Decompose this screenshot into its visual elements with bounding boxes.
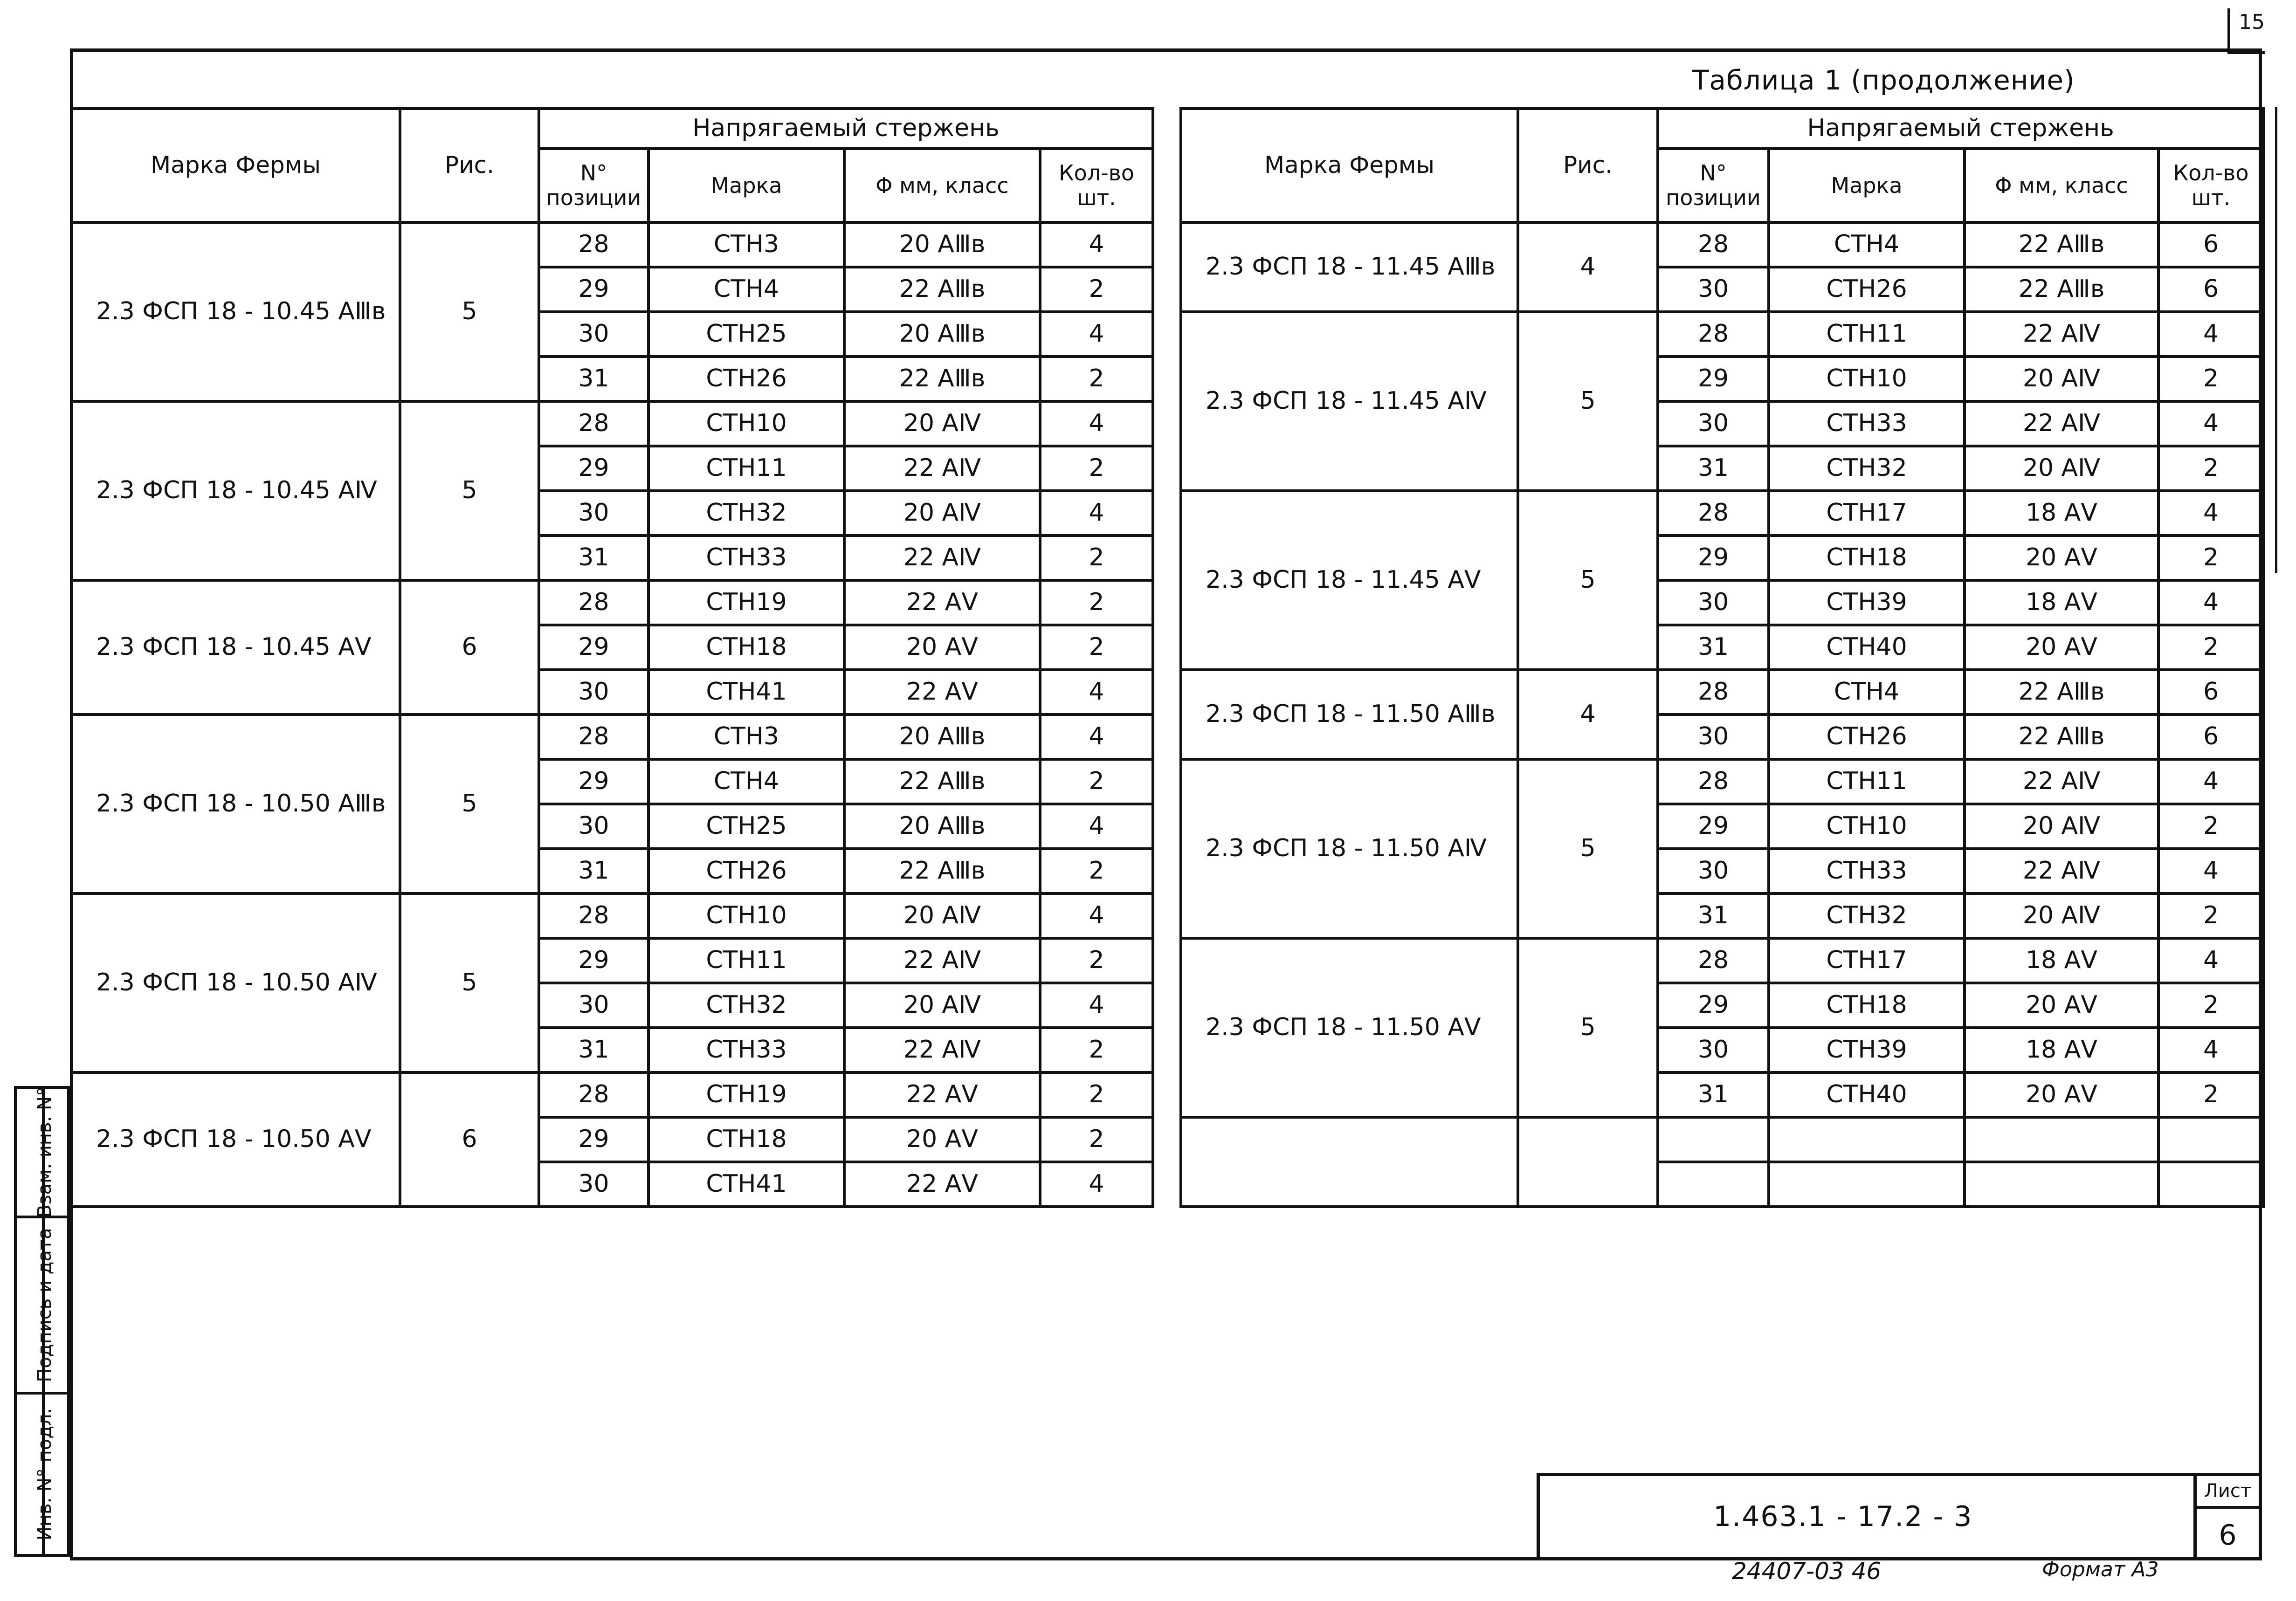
figure-number: 5 bbox=[1518, 312, 1658, 491]
position-number: 29 bbox=[539, 759, 648, 804]
header-ris: Рис. bbox=[1518, 109, 1658, 222]
rod-quantity: 2 bbox=[2158, 625, 2263, 670]
rod-mark: СТН33 bbox=[648, 1028, 844, 1072]
position-number: 30 bbox=[539, 1162, 648, 1207]
rod-mark: СТН33 bbox=[648, 536, 844, 580]
rod-diameter-class: 20 АⅤ bbox=[1965, 536, 2158, 580]
rod-diameter-class: 22 АⅢв bbox=[1965, 670, 2158, 715]
footer-right: Формат А3 bbox=[2042, 1558, 2159, 1581]
truss-brand: 2.3 ФСП 18 - 11.45 АⅤ bbox=[1181, 491, 1518, 670]
table-title: Таблица 1 (продолжение) bbox=[1692, 64, 2075, 96]
spec-table-right bbox=[1179, 107, 2265, 1208]
rod-mark: СТН26 bbox=[1769, 267, 1965, 312]
rod-quantity: 2 bbox=[1040, 849, 1153, 893]
right-table bbox=[1179, 107, 2262, 1208]
rod-quantity: 2 bbox=[2158, 357, 2263, 401]
rod-diameter-class: 22 АⅢв bbox=[1965, 715, 2158, 759]
empty-cell bbox=[1965, 1162, 2158, 1207]
position-number: 29 bbox=[539, 625, 648, 670]
position-number: 31 bbox=[539, 357, 648, 401]
rod-quantity: 2 bbox=[1040, 267, 1153, 312]
position-number: 30 bbox=[1658, 1028, 1769, 1072]
rod-quantity: 6 bbox=[2158, 222, 2263, 267]
header-kol-vo: Кол-во шт. bbox=[2158, 149, 2263, 222]
title-stamp bbox=[1537, 1473, 2262, 1560]
empty-cell bbox=[1769, 1162, 1965, 1207]
table-row bbox=[71, 893, 1153, 938]
rod-mark: СТН41 bbox=[648, 670, 844, 715]
empty-cell bbox=[1518, 1117, 1658, 1207]
header-napr-sterzhen: Напрягаемый стержень bbox=[1658, 109, 2263, 149]
rod-diameter-class: 22 АⅣ bbox=[1965, 312, 2158, 357]
position-number: 29 bbox=[539, 938, 648, 983]
rod-mark: СТН18 bbox=[1769, 983, 1965, 1028]
truss-brand: 2.3 ФСП 18 - 11.50 АⅢв bbox=[1181, 670, 1518, 759]
table-row bbox=[71, 1072, 1153, 1117]
rod-quantity: 2 bbox=[2158, 1072, 2263, 1117]
rod-quantity: 6 bbox=[2158, 670, 2263, 715]
empty-cell bbox=[1965, 1117, 2158, 1162]
rod-diameter-class: 20 АⅤ bbox=[844, 1117, 1040, 1162]
rod-diameter-class: 20 АⅣ bbox=[844, 491, 1040, 536]
rod-mark: СТН19 bbox=[648, 1072, 844, 1117]
position-number: 29 bbox=[539, 267, 648, 312]
rod-diameter-class: 22 АⅢв bbox=[844, 267, 1040, 312]
rod-quantity: 2 bbox=[1040, 625, 1153, 670]
truss-brand: 2.3 ФСП 18 - 10.45 АⅣ bbox=[71, 401, 400, 580]
rod-mark: СТН4 bbox=[1769, 670, 1965, 715]
rod-mark: СТН39 bbox=[1769, 1028, 1965, 1072]
rod-quantity: 2 bbox=[1040, 1028, 1153, 1072]
document-code: 1.463.1 - 17.2 - 3 bbox=[1713, 1500, 1973, 1533]
position-number: 31 bbox=[539, 849, 648, 893]
header-marka-fermy: Марка Фермы bbox=[71, 109, 400, 222]
side-cell-podpis bbox=[14, 1216, 70, 1395]
rod-diameter-class: 22 АⅢв bbox=[844, 357, 1040, 401]
rod-quantity: 2 bbox=[2158, 804, 2263, 849]
table-row bbox=[1181, 491, 2263, 536]
rod-quantity: 4 bbox=[1040, 670, 1153, 715]
table-row bbox=[71, 401, 1153, 446]
rod-diameter-class: 22 АⅣ bbox=[1965, 759, 2158, 804]
rod-mark: СТН40 bbox=[1769, 1072, 1965, 1117]
rod-quantity: 4 bbox=[1040, 222, 1153, 267]
corner-mark bbox=[2227, 8, 2265, 54]
position-number: 31 bbox=[1658, 446, 1769, 491]
figure-number: 5 bbox=[400, 715, 539, 893]
footer-left: 24407-03 46 bbox=[1732, 1558, 1882, 1585]
table-row bbox=[1181, 222, 2263, 267]
rod-mark: СТН18 bbox=[648, 1117, 844, 1162]
table-row bbox=[1181, 759, 2263, 804]
rod-quantity: 2 bbox=[2158, 536, 2263, 580]
position-number: 29 bbox=[1658, 536, 1769, 580]
rod-quantity: 4 bbox=[2158, 401, 2263, 446]
position-number: 29 bbox=[1658, 983, 1769, 1028]
rod-mark: СТН3 bbox=[648, 715, 844, 759]
position-number: 31 bbox=[1658, 625, 1769, 670]
rod-mark: СТН10 bbox=[648, 893, 844, 938]
rod-diameter-class: 18 АⅤ bbox=[1965, 1028, 2158, 1072]
rod-diameter-class: 18 АⅤ bbox=[1965, 491, 2158, 536]
rod-quantity: 2 bbox=[2158, 893, 2263, 938]
position-number: 30 bbox=[539, 491, 648, 536]
rod-mark: СТН39 bbox=[1769, 580, 1965, 625]
position-number: 31 bbox=[1658, 1072, 1769, 1117]
rod-diameter-class: 20 АⅢв bbox=[844, 804, 1040, 849]
rod-quantity: 6 bbox=[2158, 267, 2263, 312]
figure-number: 6 bbox=[400, 1072, 539, 1207]
position-number: 28 bbox=[1658, 938, 1769, 983]
rod-quantity: 4 bbox=[1040, 491, 1153, 536]
rod-diameter-class: 22 АⅣ bbox=[844, 1028, 1040, 1072]
position-number: 30 bbox=[1658, 401, 1769, 446]
position-number: 30 bbox=[539, 670, 648, 715]
rod-mark: СТН33 bbox=[1769, 849, 1965, 893]
rod-mark: СТН32 bbox=[1769, 446, 1965, 491]
rod-diameter-class: 18 АⅤ bbox=[1965, 580, 2158, 625]
rod-mark: СТН4 bbox=[648, 267, 844, 312]
rod-quantity: 2 bbox=[1040, 1117, 1153, 1162]
rod-quantity: 2 bbox=[1040, 536, 1153, 580]
position-number: 28 bbox=[1658, 222, 1769, 267]
rod-diameter-class: 20 АⅢв bbox=[844, 222, 1040, 267]
rod-quantity: 2 bbox=[1040, 938, 1153, 983]
empty-cell bbox=[1181, 1117, 1518, 1207]
side-label-podpis: Подпись и дата bbox=[34, 1228, 55, 1382]
rod-quantity: 4 bbox=[1040, 312, 1153, 357]
header-phi-mm: Φ мм, класс bbox=[844, 149, 1040, 222]
figure-number: 5 bbox=[400, 401, 539, 580]
rod-diameter-class: 20 АⅣ bbox=[1965, 446, 2158, 491]
header-marka: Марка bbox=[1769, 149, 1965, 222]
sheet-box bbox=[2193, 1476, 2259, 1557]
truss-brand: 2.3 ФСП 18 - 11.45 АⅣ bbox=[1181, 312, 1518, 491]
empty-cell bbox=[1769, 1117, 1965, 1162]
rod-diameter-class: 20 АⅣ bbox=[1965, 804, 2158, 849]
rod-diameter-class: 20 АⅤ bbox=[844, 625, 1040, 670]
left-table bbox=[70, 107, 1151, 1208]
rod-diameter-class: 20 АⅤ bbox=[1965, 1072, 2158, 1117]
rod-diameter-class: 20 АⅤ bbox=[1965, 983, 2158, 1028]
position-number: 31 bbox=[539, 536, 648, 580]
rod-mark: СТН11 bbox=[648, 446, 844, 491]
rod-diameter-class: 22 АⅣ bbox=[844, 536, 1040, 580]
rod-mark: СТН18 bbox=[1769, 536, 1965, 580]
rod-quantity: 4 bbox=[1040, 804, 1153, 849]
rod-diameter-class: 22 АⅢв bbox=[1965, 222, 2158, 267]
rod-mark: СТН4 bbox=[648, 759, 844, 804]
rod-mark: СТН26 bbox=[648, 357, 844, 401]
rod-mark: СТН10 bbox=[1769, 357, 1965, 401]
figure-number: 5 bbox=[1518, 759, 1658, 938]
truss-brand: 2.3 ФСП 18 - 11.50 АⅤ bbox=[1181, 938, 1518, 1117]
rod-mark: СТН32 bbox=[1769, 893, 1965, 938]
rod-mark: СТН3 bbox=[648, 222, 844, 267]
rod-diameter-class: 22 АⅣ bbox=[844, 938, 1040, 983]
rod-mark: СТН11 bbox=[1769, 312, 1965, 357]
rod-quantity: 2 bbox=[2158, 446, 2263, 491]
side-label-vzam: Взам. инв. N° bbox=[34, 1087, 55, 1217]
spec-table-left bbox=[70, 107, 1154, 1208]
position-number: 28 bbox=[1658, 670, 1769, 715]
position-number: 28 bbox=[1658, 312, 1769, 357]
position-number: 28 bbox=[539, 893, 648, 938]
position-number: 29 bbox=[1658, 357, 1769, 401]
rod-mark: СТН17 bbox=[1769, 938, 1965, 983]
rod-diameter-class: 22 АⅤ bbox=[844, 580, 1040, 625]
rod-quantity: 4 bbox=[1040, 1162, 1153, 1207]
rod-quantity: 4 bbox=[2158, 849, 2263, 893]
sheet-number: 6 bbox=[2219, 1519, 2237, 1552]
side-cell-inv bbox=[14, 1392, 70, 1557]
figure-number: 4 bbox=[1518, 670, 1658, 759]
position-number: 28 bbox=[1658, 759, 1769, 804]
position-number: 28 bbox=[539, 222, 648, 267]
empty-cell bbox=[1658, 1117, 1769, 1162]
position-number: 29 bbox=[1658, 804, 1769, 849]
rod-quantity: 4 bbox=[2158, 491, 2263, 536]
position-number: 31 bbox=[1658, 893, 1769, 938]
side-label-inv: Инв. N° подл. bbox=[34, 1408, 55, 1541]
rod-diameter-class: 22 АⅤ bbox=[844, 670, 1040, 715]
truss-brand: 2.3 ФСП 18 - 10.50 АⅢв bbox=[71, 715, 400, 893]
rod-mark: СТН25 bbox=[648, 804, 844, 849]
rod-quantity: 4 bbox=[1040, 983, 1153, 1028]
figure-number: 6 bbox=[400, 580, 539, 715]
side-cell-vzam bbox=[14, 1086, 70, 1218]
header-marka: Марка bbox=[648, 149, 844, 222]
header-marka-fermy: Марка Фермы bbox=[1181, 109, 1518, 222]
figure-number: 4 bbox=[1518, 222, 1658, 312]
position-number: 30 bbox=[1658, 715, 1769, 759]
rod-diameter-class: 22 АⅣ bbox=[844, 446, 1040, 491]
position-number: 29 bbox=[539, 1117, 648, 1162]
rod-mark: СТН25 bbox=[648, 312, 844, 357]
header-phi-mm: Φ мм, класс bbox=[1965, 149, 2158, 222]
rod-quantity: 2 bbox=[1040, 759, 1153, 804]
edge-line bbox=[2275, 107, 2277, 573]
empty-cell bbox=[2158, 1162, 2263, 1207]
corner-mark-text: 15 bbox=[2239, 10, 2265, 34]
rod-quantity: 4 bbox=[1040, 893, 1153, 938]
truss-brand: 2.3 ФСП 18 - 10.45 АⅢв bbox=[71, 222, 400, 401]
rod-diameter-class: 20 АⅣ bbox=[1965, 893, 2158, 938]
header-napr-sterzhen: Напрягаемый стержень bbox=[539, 109, 1153, 149]
rod-quantity: 2 bbox=[1040, 1072, 1153, 1117]
rod-quantity: 4 bbox=[2158, 580, 2263, 625]
position-number: 30 bbox=[1658, 849, 1769, 893]
rod-quantity: 4 bbox=[2158, 938, 2263, 983]
rod-diameter-class: 22 АⅣ bbox=[1965, 401, 2158, 446]
sheet-label: Лист bbox=[2197, 1476, 2259, 1509]
truss-brand: 2.3 ФСП 18 - 10.45 АⅤ bbox=[71, 580, 400, 715]
rod-diameter-class: 22 АⅢв bbox=[844, 759, 1040, 804]
rod-diameter-class: 20 АⅢв bbox=[844, 715, 1040, 759]
position-number: 30 bbox=[1658, 580, 1769, 625]
truss-brand: 2.3 ФСП 18 - 10.50 АⅤ bbox=[71, 1072, 400, 1207]
rod-diameter-class: 20 АⅤ bbox=[1965, 625, 2158, 670]
truss-brand: 2.3 ФСП 18 - 11.50 АⅣ bbox=[1181, 759, 1518, 938]
rod-diameter-class: 22 АⅤ bbox=[844, 1162, 1040, 1207]
rod-diameter-class: 20 АⅢв bbox=[844, 312, 1040, 357]
position-number: 28 bbox=[539, 1072, 648, 1117]
rod-mark: СТН26 bbox=[648, 849, 844, 893]
rod-mark: СТН18 bbox=[648, 625, 844, 670]
rod-mark: СТН10 bbox=[648, 401, 844, 446]
figure-number: 5 bbox=[400, 222, 539, 401]
rod-mark: СТН26 bbox=[1769, 715, 1965, 759]
rod-quantity: 2 bbox=[1040, 580, 1153, 625]
position-number: 30 bbox=[1658, 267, 1769, 312]
position-number: 31 bbox=[539, 1028, 648, 1072]
rod-diameter-class: 22 АⅣ bbox=[1965, 849, 2158, 893]
rod-quantity: 2 bbox=[2158, 983, 2263, 1028]
figure-number: 5 bbox=[1518, 938, 1658, 1117]
rod-mark: СТН19 bbox=[648, 580, 844, 625]
position-number: 28 bbox=[1658, 491, 1769, 536]
rod-diameter-class: 22 АⅢв bbox=[1965, 267, 2158, 312]
position-number: 28 bbox=[539, 580, 648, 625]
rod-mark: СТН32 bbox=[648, 983, 844, 1028]
rod-quantity: 6 bbox=[2158, 715, 2263, 759]
rod-mark: СТН32 bbox=[648, 491, 844, 536]
header-ris: Рис. bbox=[400, 109, 539, 222]
table-row bbox=[71, 580, 1153, 625]
rod-diameter-class: 18 АⅤ bbox=[1965, 938, 2158, 983]
rod-mark: СТН11 bbox=[1769, 759, 1965, 804]
position-number: 30 bbox=[539, 983, 648, 1028]
rod-diameter-class: 22 АⅢв bbox=[844, 849, 1040, 893]
rod-mark: СТН40 bbox=[1769, 625, 1965, 670]
side-title-block bbox=[14, 1086, 70, 1557]
rod-quantity: 4 bbox=[2158, 312, 2263, 357]
rod-mark: СТН4 bbox=[1769, 222, 1965, 267]
rod-diameter-class: 20 АⅣ bbox=[1965, 357, 2158, 401]
table-row bbox=[71, 222, 1153, 267]
rod-mark: СТН11 bbox=[648, 938, 844, 983]
position-number: 29 bbox=[539, 446, 648, 491]
rod-quantity: 2 bbox=[1040, 357, 1153, 401]
position-number: 28 bbox=[539, 715, 648, 759]
rod-quantity: 4 bbox=[1040, 401, 1153, 446]
figure-number: 5 bbox=[400, 893, 539, 1072]
rod-mark: СТН17 bbox=[1769, 491, 1965, 536]
position-number: 28 bbox=[539, 401, 648, 446]
table-row bbox=[1181, 938, 2263, 983]
header-n-pozicii: N° позиции bbox=[539, 149, 648, 222]
table-row bbox=[71, 715, 1153, 759]
truss-brand: 2.3 ФСП 18 - 10.50 АⅣ bbox=[71, 893, 400, 1072]
rod-quantity: 4 bbox=[2158, 1028, 2263, 1072]
rod-quantity: 2 bbox=[1040, 446, 1153, 491]
position-number: 30 bbox=[539, 804, 648, 849]
position-number: 30 bbox=[539, 312, 648, 357]
rod-mark: СТН41 bbox=[648, 1162, 844, 1207]
header-kol-vo: Кол-во шт. bbox=[1040, 149, 1153, 222]
rod-diameter-class: 20 АⅣ bbox=[844, 401, 1040, 446]
truss-brand: 2.3 ФСП 18 - 11.45 АⅢв bbox=[1181, 222, 1518, 312]
rod-diameter-class: 20 АⅣ bbox=[844, 893, 1040, 938]
header-n-pozicii: N° позиции bbox=[1658, 149, 1769, 222]
table-row bbox=[1181, 312, 2263, 357]
rod-mark: СТН10 bbox=[1769, 804, 1965, 849]
table-row-empty bbox=[1181, 1117, 2263, 1162]
rod-mark: СТН33 bbox=[1769, 401, 1965, 446]
empty-cell bbox=[2158, 1117, 2263, 1162]
rod-diameter-class: 22 АⅤ bbox=[844, 1072, 1040, 1117]
rod-quantity: 4 bbox=[2158, 759, 2263, 804]
rod-quantity: 4 bbox=[1040, 715, 1153, 759]
rod-diameter-class: 20 АⅣ bbox=[844, 983, 1040, 1028]
empty-cell bbox=[1658, 1162, 1769, 1207]
figure-number: 5 bbox=[1518, 491, 1658, 670]
table-row bbox=[1181, 670, 2263, 715]
